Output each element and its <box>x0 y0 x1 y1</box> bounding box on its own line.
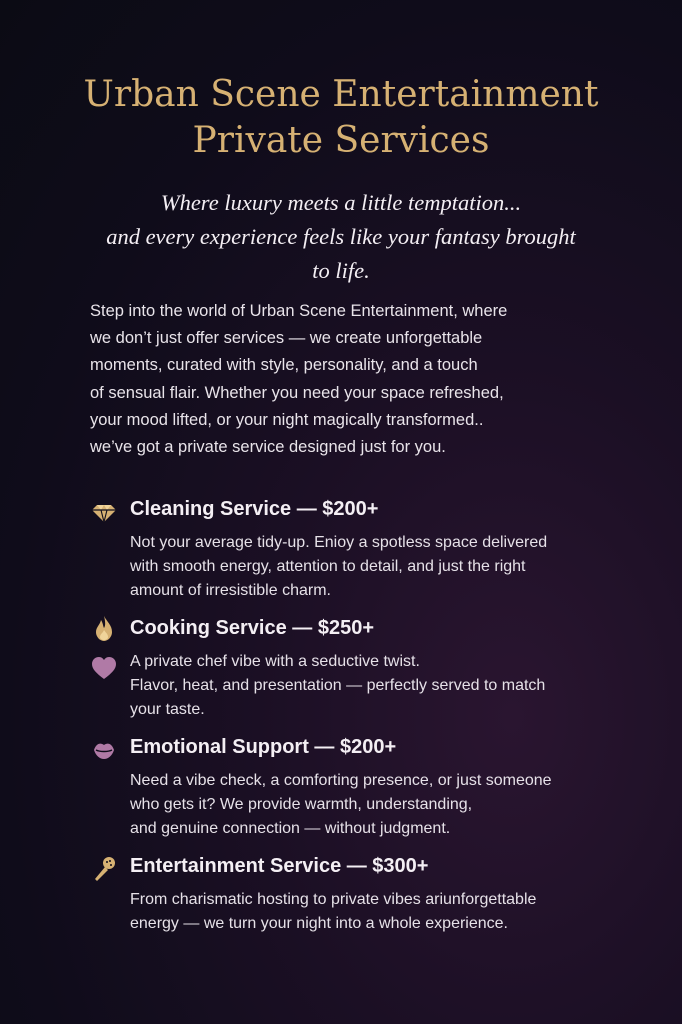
title-line-2: Private Services <box>192 120 490 161</box>
service-desc-line: Not your average tidy-up. Enioy a spotless space delivered <box>130 534 548 551</box>
service-desc-line: From charismatic hosting to private vibes ariunforgettable <box>130 891 537 908</box>
microphone-icon <box>90 855 118 883</box>
service-desc-cooking <box>130 650 610 722</box>
page-title <box>0 72 682 164</box>
service-desc-cleaning <box>130 531 610 603</box>
title-line-1: Urban Scene Entertainment <box>83 74 599 115</box>
service-desc-line: your taste. <box>130 701 205 718</box>
service-desc-line: with smooth energy, attention to detail, and just the right <box>130 558 526 575</box>
tagline <box>60 186 622 288</box>
heart-icon <box>90 654 118 682</box>
intro-line: moments, curated with style, personality, and a touch <box>90 356 478 375</box>
intro-line: your mood lifted, or your night magically transformed.. <box>90 410 484 429</box>
service-desc-line: Flavor, heat, and presentation — perfectly served to match <box>130 677 546 694</box>
service-desc-line: energy — we turn your night into a whole experience. <box>130 915 508 932</box>
lips-icon <box>90 736 118 764</box>
tagline-line-1: Where luxury meets a little temptation... <box>160 190 522 215</box>
service-title-cooking: Cooking Service — $250+ <box>130 617 375 639</box>
service-desc-line: A private chef vibe with a seductive twist. <box>130 653 420 670</box>
intro-line: we’ve got a private service designed just for you. <box>90 438 446 457</box>
service-desc-line: Need a vibe check, a comforting presence, or just someone <box>130 772 552 789</box>
service-desc-line: amount of irresistible charm. <box>130 582 331 599</box>
flame-icon <box>90 614 118 642</box>
service-desc-line: who gets it? We provide warmth, understanding, <box>130 796 473 813</box>
service-title-entertainment: Entertainment Service — $300+ <box>130 855 429 877</box>
intro-line: we don’t just offer services — we create unforgettable <box>90 329 483 348</box>
tagline-line-2: and every experience feels like your fantasy brought <box>106 224 576 249</box>
intro-paragraph <box>90 298 610 461</box>
service-desc-emotional-support <box>130 769 610 841</box>
intro-line: Step into the world of Urban Scene Entertainment, where <box>90 302 508 320</box>
diamond-icon <box>90 498 118 526</box>
intro-line: of sensual flair. Whether you need your space refreshed, <box>90 383 504 402</box>
service-desc-entertainment <box>130 888 610 936</box>
service-title-emotional-support: Emotional Support — $200+ <box>130 736 397 758</box>
service-title-cleaning: Cleaning Service — $200+ <box>130 498 379 520</box>
service-desc-line: and genuine connection — without judgment. <box>130 820 451 837</box>
tagline-line-3: to life. <box>312 258 370 283</box>
